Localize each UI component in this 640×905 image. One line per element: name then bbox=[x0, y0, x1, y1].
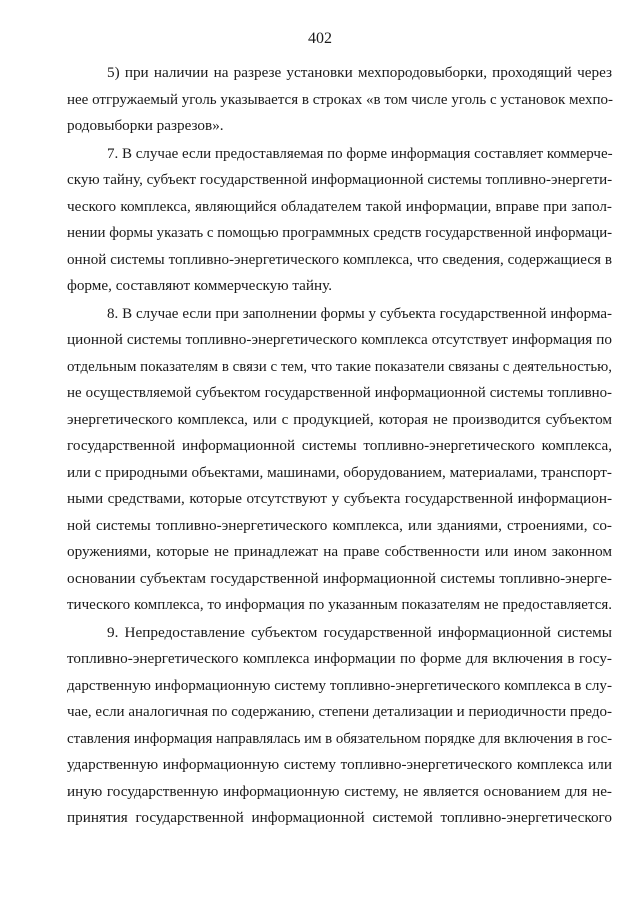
text-line: ческого комплекса, являющийся обладателем такой информации, вправе при запол- bbox=[67, 198, 612, 215]
text-line: ставления информация направлялась им в обязательном порядке для включения в гос- bbox=[67, 731, 613, 747]
text-line: нее отгружаемый уголь указывается в строках «в том числе уголь с установок мехпо- bbox=[67, 92, 613, 108]
text-line: 8. В случае если при заполнении формы у субъекта государственной информа- bbox=[107, 306, 612, 322]
text-line: онной системы топливно-энергетического комплекса, что сведения, содержащиеся в bbox=[67, 252, 612, 268]
text-line: 7. В случае если предоставляемая по форме информация составляет коммерче- bbox=[107, 146, 613, 162]
text-line: энергетического комплекса, или с продукцией, которая не производится субъектом bbox=[67, 411, 612, 428]
page-number: 402 bbox=[308, 30, 332, 47]
text-line: ционной системы топливно-энергетического комплекса отсутствует информация по bbox=[67, 331, 612, 348]
text-line: скую тайну, субъект государственной информационной системы топливно-энергети- bbox=[67, 172, 613, 188]
text-line: ными средствами, которые отсутствуют у субъекта государственной информацион- bbox=[67, 490, 612, 507]
text-line: 9. Непредоставление субъектом государственной информационной системы bbox=[107, 624, 612, 641]
text-line: топливно-энергетического комплекса информации по форме для включения в госу- bbox=[67, 650, 612, 667]
text-line: чае, если аналогичная по содержанию, степени детализации и периодичности предо- bbox=[67, 704, 612, 720]
text-line: государственной информационной системы топливно-энергетического комплекса, bbox=[67, 437, 612, 454]
text-line: не осуществляемой субъектом государственной информационной системы топливно- bbox=[67, 385, 612, 401]
text-line: нении формы указать с помощью программных средств государственной информаци- bbox=[67, 225, 613, 241]
text-line: дарственную информационную систему топливно-энергетического комплекса в слу- bbox=[67, 678, 612, 694]
text-line: оружениями, которые не принадлежат на праве собственности или ином законном bbox=[67, 543, 612, 560]
text-line: основании субъектам государственной информационной системы топливно-энерге- bbox=[67, 570, 612, 587]
text-line: или с природными объектами, машинами, оборудованием, материалами, транспорт- bbox=[67, 464, 612, 481]
text-line: ной системы топливно-энергетического комплекса, или зданиями, строениями, со- bbox=[67, 517, 612, 534]
text-line: иную государственную информационную систему, не является основанием для не- bbox=[67, 783, 612, 800]
text-line: ударственную информационную систему топливно-энергетического комплекса или bbox=[67, 756, 612, 773]
text-line: форме, составляют коммерческую тайну. bbox=[67, 277, 333, 294]
text-line: родовыборки разрезов». bbox=[67, 117, 224, 134]
text-line: 5) при наличии на разрезе установки мехпородовыборки, проходящий через bbox=[107, 64, 612, 81]
text-line: принятия государственной информационной системой топливно-энергетического bbox=[67, 809, 612, 826]
text-line: тического комплекса, то информация по указанным показателям не предоставляется. bbox=[67, 597, 612, 613]
text-line: отдельным показателям в связи с тем, что такие показатели связаны с деятельностью, bbox=[67, 359, 612, 375]
